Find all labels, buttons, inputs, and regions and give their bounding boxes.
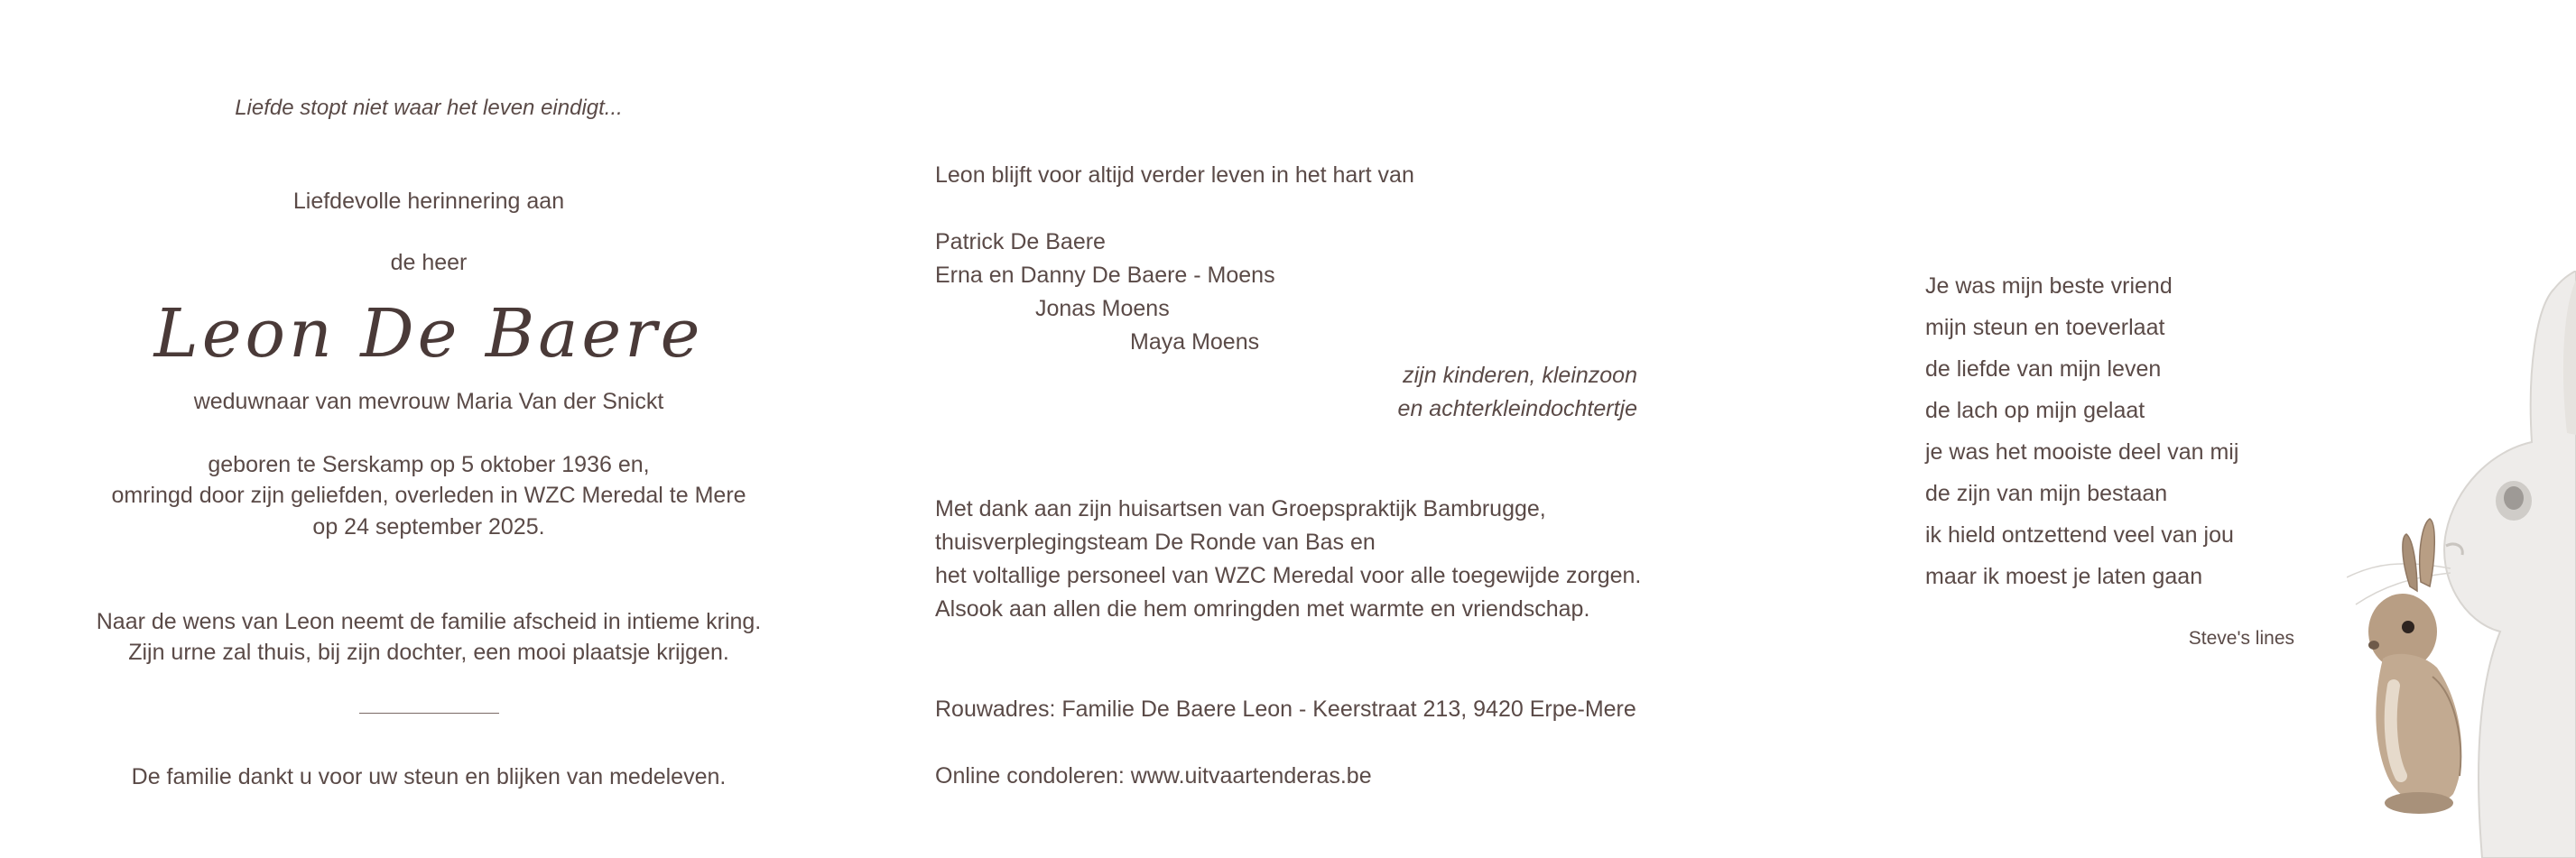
poem-credit: Steve's lines <box>2188 628 2294 649</box>
family-member: Patrick De Baere <box>935 229 1106 254</box>
poem-line: de lach op mijn gelaat <box>1925 398 2145 423</box>
wish-line-1: Naar de wens van Leon neemt de familie afscheid in intieme kring. <box>96 609 762 634</box>
poem-line: Je was mijn beste vriend <box>1925 273 2173 299</box>
poem-line: de liefde van mijn leven <box>1925 356 2162 382</box>
birth-line: geboren te Serskamp op 5 oktober 1936 en, <box>208 452 650 477</box>
wish-line-2: Zijn urne zal thuis, bij zijn dochter, een mooi plaatsje krijgen. <box>128 640 729 665</box>
family-member: Jonas Moens <box>1035 296 1170 321</box>
death-date-line: op 24 september 2025. <box>312 514 545 540</box>
rabbit-illustration <box>2347 271 2576 858</box>
acknowledgement-line: thuisverplegingsteam De Ronde van Bas en <box>935 530 1376 555</box>
poem-line: je was het mooiste deel van mij <box>1925 439 2239 465</box>
intro-text: Liefdevolle herinnering aan <box>292 189 565 214</box>
online-condolence: Online condoleren: www.uitvaartenderas.be <box>935 763 1372 789</box>
acknowledgement-line: Met dank aan zijn huisartsen van Groepspraktijk Bambrugge, <box>935 496 1546 521</box>
opening-quote: Liefde stopt niet waar het leven eindigt... <box>235 96 623 120</box>
spouse-line: weduwnaar van mevrouw Maria Van der Snickt <box>193 389 664 414</box>
family-member: Erna en Danny De Baere - Moens <box>935 263 1275 288</box>
poem-line: mijn steun en toeverlaat <box>1925 315 2165 340</box>
relation-line-1: zijn kinderen, kleinzoon <box>1403 363 1637 388</box>
mourning-address: Rouwadres: Familie De Baere Leon - Keerstraat 213, 9420 Erpe-Mere <box>935 697 1636 722</box>
ghost-rabbit-icon <box>2347 271 2576 858</box>
family-member: Maya Moens <box>1130 329 1260 355</box>
deceased-name: Leon De Baere <box>153 295 704 373</box>
thanks-line: De familie dankt u voor uw steun en blijken van medeleven. <box>131 764 727 789</box>
death-line: omringd door zijn geliefden, overleden in WZC Meredal te Mere <box>111 483 746 508</box>
poem-line: maar ik moest je laten gaan <box>1925 564 2203 589</box>
poem <box>1925 265 2238 597</box>
relation-line-2: en achterkleindochtertje <box>1397 396 1637 421</box>
acknowledgement-line: het voltallige personeel van WZC Meredal voor alle toegewijde zorgen. <box>935 563 1642 588</box>
acknowledgement-line: Alsook aan allen die hem omringden met warmte en vriendschap. <box>935 596 1590 622</box>
heart-heading: Leon blijft voor altijd verder leven in het hart van <box>935 162 1414 188</box>
poem-line: de zijn van mijn bestaan <box>1925 481 2168 506</box>
divider-line <box>359 713 499 714</box>
honorific: de heer <box>390 250 468 275</box>
poem-line: ik hield ontzettend veel van jou <box>1925 522 2234 548</box>
